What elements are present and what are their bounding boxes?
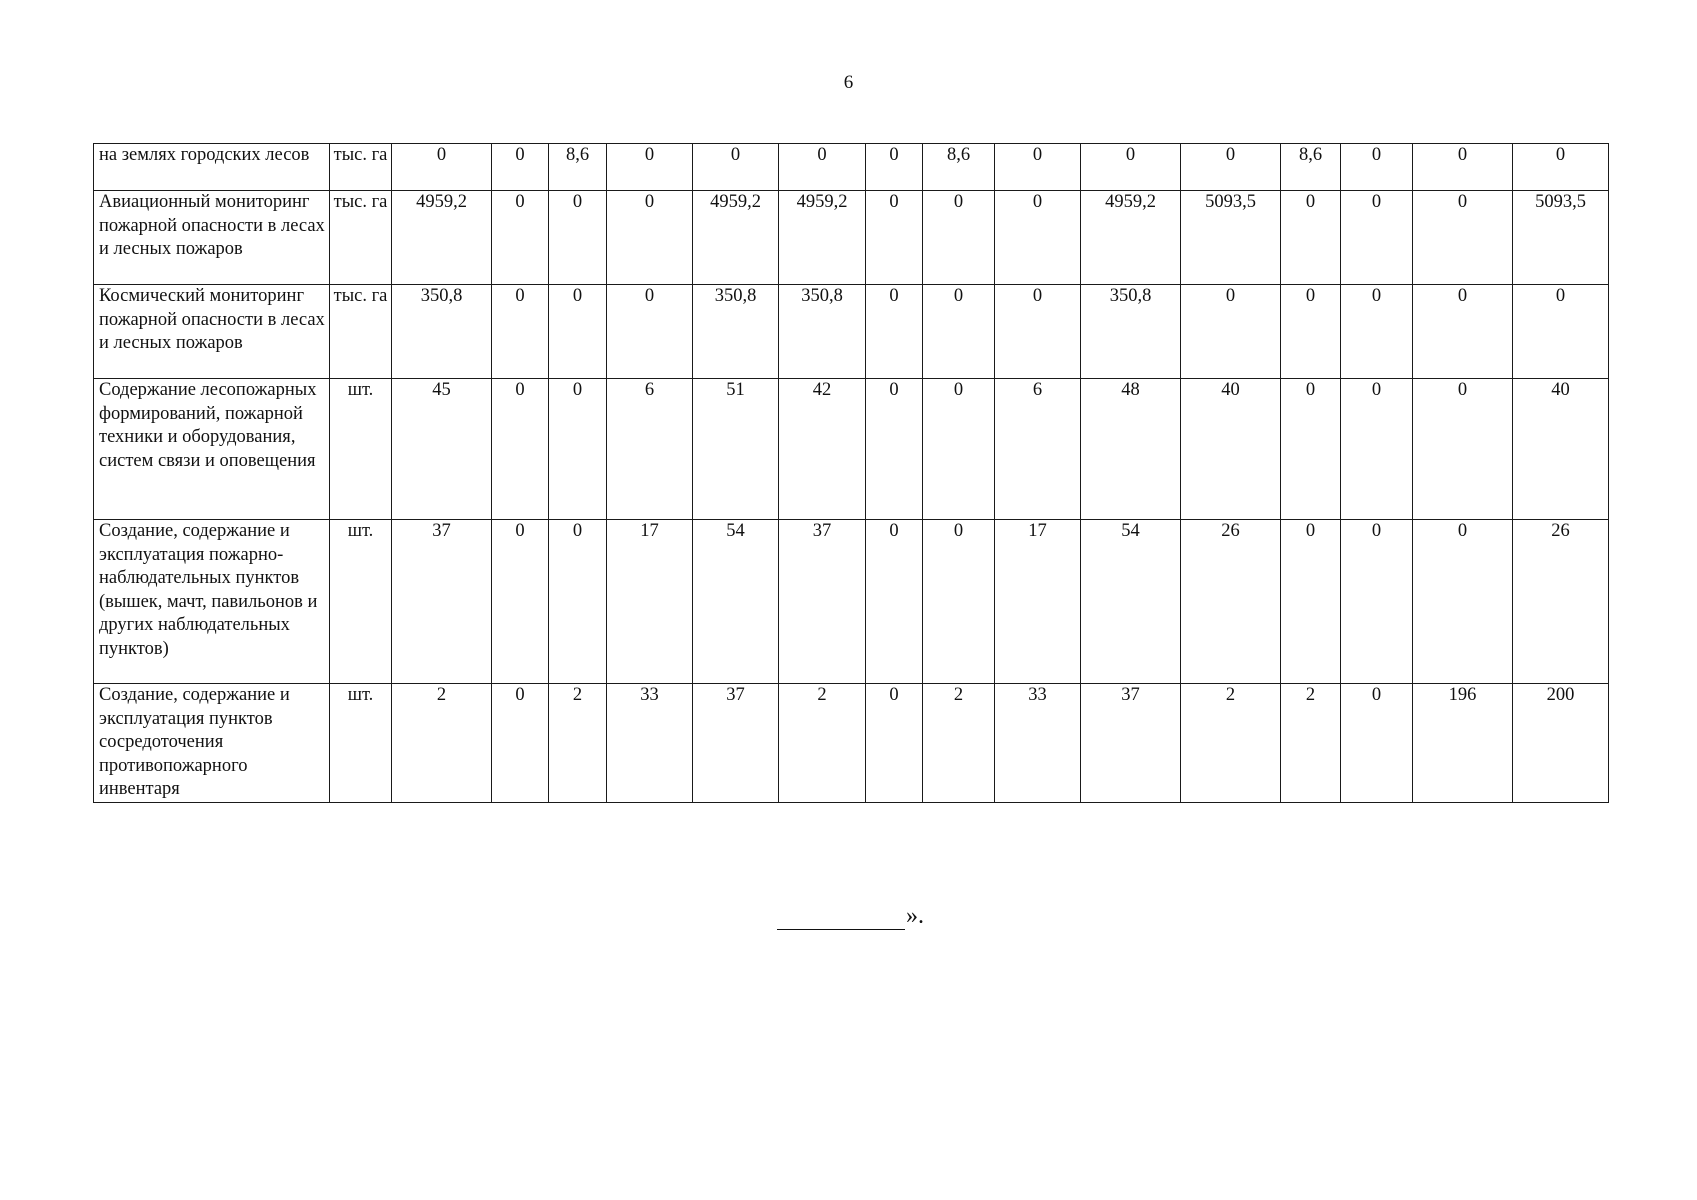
value-cell: 8,6 [549, 144, 607, 191]
value-cell: 0 [607, 191, 693, 285]
row-unit-cell: шт. [330, 520, 392, 684]
value-cell: 0 [1281, 285, 1341, 379]
value-cell: 0 [1281, 379, 1341, 520]
signature-line [777, 903, 905, 930]
closing-mark [777, 903, 924, 930]
value-cell: 0 [1513, 144, 1609, 191]
value-cell: 4959,2 [392, 191, 492, 285]
value-cell: 40 [1181, 379, 1281, 520]
value-cell: 37 [779, 520, 866, 684]
value-cell: 0 [492, 191, 549, 285]
value-cell: 8,6 [1281, 144, 1341, 191]
data-table [93, 143, 1609, 803]
value-cell: 26 [1181, 520, 1281, 684]
value-cell: 37 [1081, 684, 1181, 803]
value-cell: 6 [995, 379, 1081, 520]
row-unit-cell: шт. [330, 379, 392, 520]
value-cell: 0 [549, 285, 607, 379]
value-cell: 54 [1081, 520, 1181, 684]
value-cell: 0 [1341, 144, 1413, 191]
value-cell: 0 [392, 144, 492, 191]
value-cell: 0 [492, 144, 549, 191]
value-cell: 0 [549, 379, 607, 520]
value-cell: 4959,2 [693, 191, 779, 285]
value-cell: 0 [866, 684, 923, 803]
table-row [94, 144, 1609, 191]
value-cell: 0 [1341, 379, 1413, 520]
value-cell: 2 [549, 684, 607, 803]
value-cell: 5093,5 [1181, 191, 1281, 285]
value-cell: 0 [549, 191, 607, 285]
value-cell: 0 [866, 520, 923, 684]
value-cell: 0 [492, 520, 549, 684]
value-cell: 37 [392, 520, 492, 684]
value-cell: 0 [866, 285, 923, 379]
value-cell: 0 [923, 379, 995, 520]
page-number: 6 [843, 72, 854, 93]
value-cell: 33 [995, 684, 1081, 803]
value-cell: 2 [779, 684, 866, 803]
value-cell: 0 [995, 144, 1081, 191]
row-name-cell: Космический мониторинг пожарной опасности в лесах и лесных пожаров [94, 285, 330, 379]
value-cell: 0 [1341, 191, 1413, 285]
value-cell: 54 [693, 520, 779, 684]
value-cell: 26 [1513, 520, 1609, 684]
value-cell: 0 [549, 520, 607, 684]
value-cell: 0 [1281, 191, 1341, 285]
value-cell: 4959,2 [779, 191, 866, 285]
value-cell: 37 [693, 684, 779, 803]
value-cell: 0 [1413, 144, 1513, 191]
value-cell: 0 [779, 144, 866, 191]
value-cell: 2 [392, 684, 492, 803]
value-cell: 48 [1081, 379, 1181, 520]
value-cell: 51 [693, 379, 779, 520]
table-row [94, 684, 1609, 803]
row-name-cell: Создание, содержание и эксплуатация пожарно-наблюдательных пунктов (вышек, мачт, павильонов и других наблюдательных пунктов) [94, 520, 330, 684]
table-row [94, 285, 1609, 379]
value-cell: 0 [1281, 520, 1341, 684]
value-cell: 0 [492, 684, 549, 803]
value-cell: 0 [492, 379, 549, 520]
value-cell: 0 [1341, 520, 1413, 684]
table-row [94, 191, 1609, 285]
value-cell: 0 [1341, 684, 1413, 803]
row-name-cell: Авиационный мониторинг пожарной опасности в лесах и лесных пожаров [94, 191, 330, 285]
row-unit-cell: тыс. га [330, 191, 392, 285]
value-cell: 8,6 [923, 144, 995, 191]
value-cell: 0 [923, 191, 995, 285]
value-cell: 0 [866, 379, 923, 520]
value-cell: 0 [923, 520, 995, 684]
value-cell: 33 [607, 684, 693, 803]
row-name-cell: на землях городских лесов [94, 144, 330, 191]
value-cell: 0 [1513, 285, 1609, 379]
value-cell: 40 [1513, 379, 1609, 520]
value-cell: 0 [607, 285, 693, 379]
row-name-cell: Создание, содержание и эксплуатация пунктов сосредоточения противопожарного инвентаря [94, 684, 330, 803]
value-cell: 350,8 [1081, 285, 1181, 379]
value-cell: 0 [693, 144, 779, 191]
row-unit-cell: тыс. га [330, 285, 392, 379]
value-cell: 0 [1413, 191, 1513, 285]
value-cell: 0 [607, 144, 693, 191]
value-cell: 2 [1281, 684, 1341, 803]
value-cell: 45 [392, 379, 492, 520]
value-cell: 2 [923, 684, 995, 803]
value-cell: 17 [607, 520, 693, 684]
value-cell: 17 [995, 520, 1081, 684]
value-cell: 0 [1413, 285, 1513, 379]
value-cell: 350,8 [392, 285, 492, 379]
value-cell: 0 [1081, 144, 1181, 191]
value-cell: 0 [1181, 144, 1281, 191]
value-cell: 0 [1413, 520, 1513, 684]
value-cell: 0 [866, 191, 923, 285]
row-unit-cell: шт. [330, 684, 392, 803]
value-cell: 0 [923, 285, 995, 379]
row-name-cell: Содержание лесопожарных формирований, пожарной техники и оборудования, систем связи и оповещения [94, 379, 330, 520]
value-cell: 0 [1341, 285, 1413, 379]
value-cell: 350,8 [693, 285, 779, 379]
value-cell: 4959,2 [1081, 191, 1181, 285]
value-cell: 350,8 [779, 285, 866, 379]
value-cell: 196 [1413, 684, 1513, 803]
table-row [94, 379, 1609, 520]
table-row [94, 520, 1609, 684]
value-cell: 0 [995, 285, 1081, 379]
value-cell: 42 [779, 379, 866, 520]
table-body [94, 144, 1609, 803]
row-unit-cell: тыс. га [330, 144, 392, 191]
value-cell: 0 [1413, 379, 1513, 520]
value-cell: 0 [1181, 285, 1281, 379]
value-cell: 6 [607, 379, 693, 520]
closing-quote: ». [906, 903, 924, 929]
value-cell: 5093,5 [1513, 191, 1609, 285]
value-cell: 2 [1181, 684, 1281, 803]
value-cell: 0 [995, 191, 1081, 285]
value-cell: 200 [1513, 684, 1609, 803]
value-cell: 0 [866, 144, 923, 191]
value-cell: 0 [492, 285, 549, 379]
